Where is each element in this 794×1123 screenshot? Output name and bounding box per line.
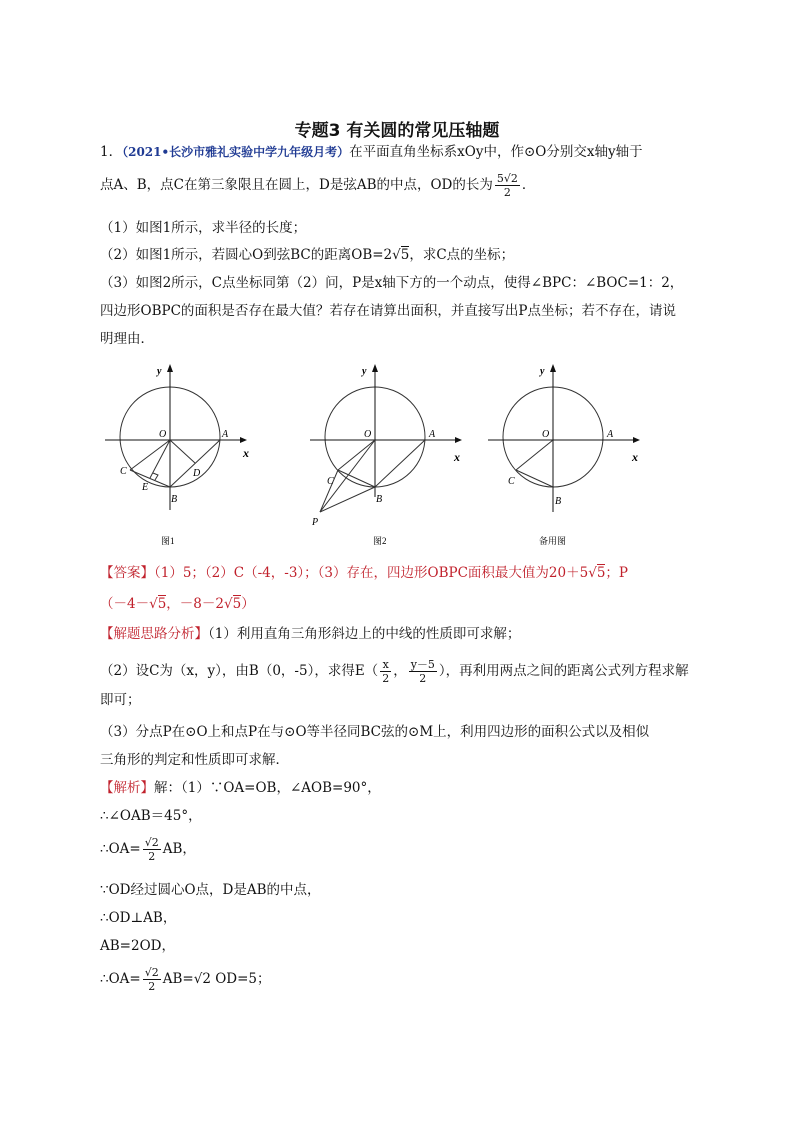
fig3-y-arrow [550, 364, 556, 372]
fig2-x-arrow [455, 437, 462, 443]
fig3-segment-oc [516, 440, 553, 470]
fig1-label-o: O [159, 429, 167, 440]
page-title: 专题3 有关圆的常见压轴题 [294, 121, 500, 141]
fig2-label-a: A [429, 429, 436, 440]
analysis-line-4: （3）分点P在⊙O上和点P在与⊙O等半径同BC弦的⊙M上，利用四边形的面积公式以及相似 [100, 724, 650, 740]
solution-line-1: 【解析】解：（1）∵OA=OB，∠AOB=90°， [100, 780, 381, 796]
fig1-segment-od [170, 440, 195, 463]
fig3-label-y: y [540, 366, 545, 377]
analysis-line-3: 即可； [100, 692, 141, 708]
fig1-right-angle-mark [153, 473, 158, 480]
answer-line-1: 【答案】（1）5；（2）C（-4，-3）；（3）存在，四边形OBPC面积最大值为20＋5√5；P [100, 565, 628, 581]
figure-2 [300, 362, 470, 547]
solution-line-2: ∴∠OAB＝45°， [100, 808, 202, 824]
problem-text-1: 在平面直角坐标系xOy中，作⊙O分别交x轴y轴于 [349, 144, 643, 160]
problem-line-2: 点A、B，点C在第三象限且在圆上，D是弦AB的中点，OD的长为 $\frac{5√2}{2}$ ． [100, 172, 536, 199]
fig1-label-c: C [120, 466, 127, 477]
analysis-line-2: （2）设C为（x，y），由B（0，-5），求得E（ $\frac{x}{2}$ ， $\frac{y-5}{2}$ ），再利用两点之间的距离公式列方程求解 [100, 658, 689, 685]
solution-line-6: AB=2OD， [100, 938, 175, 954]
solution-line-3: ∴OA= $\frac{√2}{2}$ AB， [100, 836, 196, 863]
analysis-tag: 【解题思路分析】 [100, 626, 208, 642]
fig3-label-c: C [508, 476, 515, 487]
problem-number: 1． [100, 144, 123, 160]
question-3-line-3: 明理由． [100, 331, 154, 347]
fig3-segment-cb [516, 470, 553, 487]
fig2-y-arrow [372, 364, 378, 372]
fig2-segment-pb [320, 487, 375, 512]
analysis-line-1: 【解题思路分析】（1）利用直角三角形斜边上的中线的性质即可求解； [100, 626, 521, 642]
fig1-segment-oc [130, 440, 170, 470]
fig3-label-b: B [555, 496, 562, 507]
problem-source: （2021•长沙市雅礼实验中学九年级月考） [122, 145, 350, 159]
problem-text-2: 点A、B，点C在第三象限且在圆上，D是弦AB的中点，OD的长为 [100, 177, 493, 193]
figure-1 [95, 362, 265, 547]
solution-line-4: ∵OD经过圆心O点，D是AB的中点， [100, 882, 321, 898]
fig1-chord-bc [130, 470, 170, 487]
od-fraction: $\frac{5√2}{2}$ [496, 172, 518, 199]
fig3-label-o: O [542, 429, 550, 440]
fig2-label-p: P [312, 517, 319, 528]
fig2-segment-cb [338, 470, 375, 487]
problem-line-1 [100, 142, 643, 162]
solution-line-7: ∴OA= $\frac{√2}{2}$ AB=√2 OD=5； [100, 966, 271, 993]
fig2-label-y: y [362, 366, 367, 377]
fig1-label-y: y [157, 366, 162, 377]
fig1-label-d: D [193, 468, 201, 479]
fig1-label-x: x [243, 446, 249, 460]
fig2-label-c: C [327, 476, 334, 487]
fig1-label-a: A [222, 429, 229, 440]
fig1-label-b: B [171, 494, 178, 505]
fig2-label-o: O [364, 429, 372, 440]
fig1-y-arrow [167, 364, 173, 372]
figure-3-spare [478, 362, 648, 547]
solution-tag: 【解析】 [100, 780, 154, 796]
answer-line-2: （－4－√5，－8－2√5） [100, 596, 255, 612]
question-2: （2）如图1所示，若圆心O到弦BC的距离OB=2√5，求C点的坐标； [100, 247, 515, 263]
fig3-caption: 备用图 [539, 536, 567, 546]
solution-line-5: ∴OD⊥AB， [100, 910, 177, 926]
question-3-line-2: 四边形OBPC的面积是否存在最大值？若存在请算出面积，并直接写出P点坐标；若不存在，请说 [100, 303, 676, 319]
fig3-label-x: x [632, 450, 638, 464]
fig2-segment-oc [338, 440, 375, 470]
fig1-x-arrow [240, 437, 247, 443]
fig3-x-arrow [633, 437, 640, 443]
answer-tag: 【答案】 [100, 565, 154, 581]
fig3-label-a: A [607, 429, 614, 440]
question-3-line-1: （3）如图2所示，C点坐标同第（2）问，P是x轴下方的一个动点，使得∠BPC：∠BOC=1：2， [100, 275, 684, 291]
fig2-label-b: B [376, 494, 383, 505]
question-1: （1）如图1所示，求半径的长度； [100, 220, 307, 236]
fig1-segment-oe [150, 440, 170, 478]
fig2-caption: 图2 [373, 536, 387, 546]
fig1-label-e: E [142, 482, 149, 493]
fig2-label-x: x [454, 450, 460, 464]
fig1-caption: 图1 [161, 536, 175, 546]
analysis-line-5: 三角形的判定和性质即可求解． [100, 752, 289, 768]
